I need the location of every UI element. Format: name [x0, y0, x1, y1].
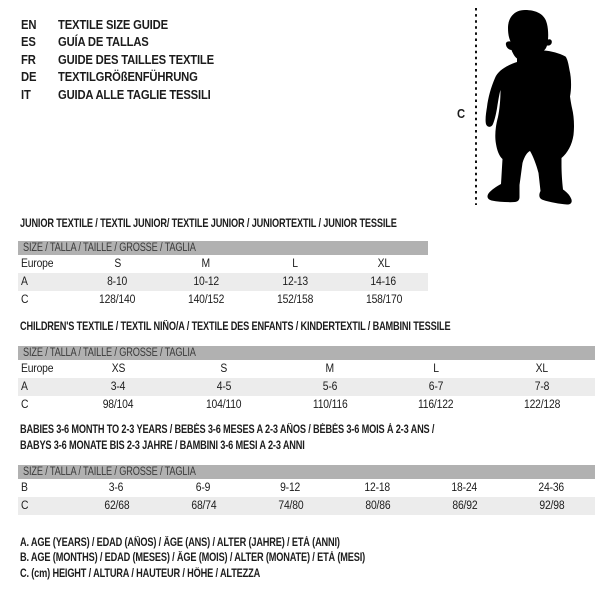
table-row — [18, 273, 428, 291]
footnote-legend — [20, 536, 451, 582]
table-cell: 140/152 — [188, 294, 225, 306]
language-title: TEXTILGRÖßENFÜHRUNG — [58, 70, 198, 85]
footnote-a: A. AGE (YEARS) / EDAD (AÑOS) / ÂGE (ANS) / ALTER (JAHRE) / ETÀ (ANNI) — [20, 537, 340, 549]
babies-section-title-line2: BABYS 3-6 MONATE BIS 2-3 JAHRE / BAMBINI 3-6 MESI A 2-3 ANNI — [20, 439, 305, 452]
language-code-text: DE — [21, 70, 37, 85]
junior-section-title-text: JUNIOR TEXTILE / TEXTIL JUNIOR/ TEXTILE JUNIOR / JUNIORTEXTIL / JUNIOR TESSILE — [20, 218, 397, 230]
language-code — [21, 88, 58, 102]
row-label: C — [21, 500, 29, 512]
language-row — [21, 86, 231, 104]
size-header-text: SIZE / TALLA / TAILLE / GRÖSSE / TAGLIA — [23, 347, 196, 359]
footnote-b: B. AGE (MONTHS) / EDAD (MESES) / ÂGE (MOIS) / ALTER (MONATE) / ETÀ (MESI) — [20, 552, 366, 565]
children-section-title — [20, 320, 558, 334]
table-row — [18, 378, 595, 396]
table-cell: 3-6 — [109, 482, 124, 494]
table-cell: 128/140 — [99, 294, 136, 306]
table-cell: 62/68 — [103, 500, 130, 512]
table-cell: 74/80 — [277, 500, 304, 512]
language-code — [21, 35, 58, 49]
row-label: C — [21, 294, 29, 306]
table-cell: 9-12 — [280, 482, 301, 494]
table-cell: 104/110 — [206, 399, 242, 411]
size-header-text: SIZE / TALLA / TAILLE / GRÖSSE / TAGLIA — [23, 242, 196, 254]
table-cell: 7-8 — [534, 381, 550, 393]
babies-size-table — [18, 465, 595, 515]
table-cell: 12-13 — [282, 276, 308, 288]
language-code — [21, 70, 58, 84]
size-header-bar — [18, 465, 595, 479]
size-header-bar — [18, 241, 428, 255]
language-title: TEXTILE SIZE GUIDE — [58, 17, 168, 32]
language-title: GUIDA ALLE TAGLIE TESSILI — [58, 87, 211, 102]
language-row — [21, 34, 231, 52]
language-code — [21, 53, 58, 67]
table-cell: 6-7 — [428, 381, 444, 393]
footnote-c: C. (cm) HEIGHT / ALTURA / HAUTEUR / HÖHE / ALTEZZA — [20, 567, 261, 580]
table-row — [18, 479, 595, 497]
table-cell: L — [292, 258, 298, 270]
children-section-title-text: CHILDREN'S TEXTILE / TEXTIL NIÑO/A / TEXTILE DES ENFANTS / KINDERTEXTIL / BAMBINI TESSILE — [20, 321, 451, 333]
table-cell: 110/116 — [312, 399, 348, 411]
table-row — [18, 396, 595, 414]
table-row — [18, 255, 428, 273]
table-cell: 5-6 — [322, 381, 338, 393]
size-header-bar — [18, 346, 595, 360]
table-cell: S — [220, 363, 228, 375]
language-code-text: FR — [21, 52, 36, 67]
table-cell: 158/170 — [365, 294, 402, 306]
table-cell: S — [113, 258, 121, 270]
row-label: C — [21, 399, 29, 411]
toddler-silhouette-figure — [455, 4, 600, 214]
table-cell: L — [433, 363, 439, 375]
language-code-text: IT — [21, 87, 31, 102]
table-cell: XS — [111, 363, 125, 375]
table-row — [18, 360, 595, 378]
row-label: A — [21, 381, 28, 393]
row-label: Europe — [21, 363, 54, 375]
table-cell: 86/92 — [451, 500, 478, 512]
table-cell: M — [325, 363, 335, 375]
table-cell: XL — [377, 258, 390, 270]
table-cell: XL — [535, 363, 549, 375]
junior-section-title — [20, 217, 491, 231]
table-cell: 68/74 — [190, 500, 217, 512]
table-cell: 10-12 — [193, 276, 219, 288]
table-cell: M — [201, 258, 211, 270]
height-measure-label — [457, 107, 466, 121]
table-cell: 98/104 — [102, 399, 134, 411]
row-label: A — [21, 276, 28, 288]
table-cell: 80/86 — [364, 500, 391, 512]
language-row — [21, 69, 231, 87]
babies-section-title — [20, 423, 538, 455]
babies-section-title-line1: BABIES 3-6 MONTH TO 2-3 YEARS / BEBÉS 3-6 MESES A 2-3 AÑOS / BÉBÉS 3-6 MOIS À 2-3 ANS / — [20, 424, 435, 436]
children-size-table — [18, 346, 595, 414]
table-cell: 3-4 — [110, 381, 126, 393]
language-code — [21, 18, 58, 32]
language-code-text: EN — [21, 17, 37, 32]
table-cell: 8-10 — [107, 276, 128, 288]
table-cell: 14-16 — [370, 276, 397, 288]
height-measure-label-text: C — [457, 107, 465, 121]
junior-size-table — [18, 241, 428, 309]
table-cell: 152/158 — [276, 294, 313, 306]
table-row — [18, 497, 595, 515]
table-cell: 122/128 — [523, 399, 561, 411]
row-label: B — [21, 482, 28, 494]
language-row — [21, 51, 231, 69]
language-code-text: ES — [21, 35, 36, 50]
table-cell: 6-9 — [196, 482, 211, 494]
table-row — [18, 291, 428, 309]
language-row — [21, 16, 231, 34]
toddler-silhouette — [486, 10, 574, 205]
table-cell: 18-24 — [451, 482, 478, 494]
language-title-list — [21, 16, 231, 104]
table-cell: 116/122 — [418, 399, 454, 411]
table-cell: 4-5 — [216, 381, 232, 393]
row-label: Europe — [21, 258, 54, 270]
language-title: GUIDE DES TAILLES TEXTILE — [58, 52, 214, 67]
language-title: GUÍA DE TALLAS — [58, 35, 149, 50]
table-cell: 92/98 — [538, 500, 565, 512]
size-header-text: SIZE / TALLA / TAILLE / GRÖSSE / TAGLIA — [23, 466, 196, 478]
table-cell: 12-18 — [364, 482, 391, 494]
table-cell: 24-36 — [538, 482, 565, 494]
